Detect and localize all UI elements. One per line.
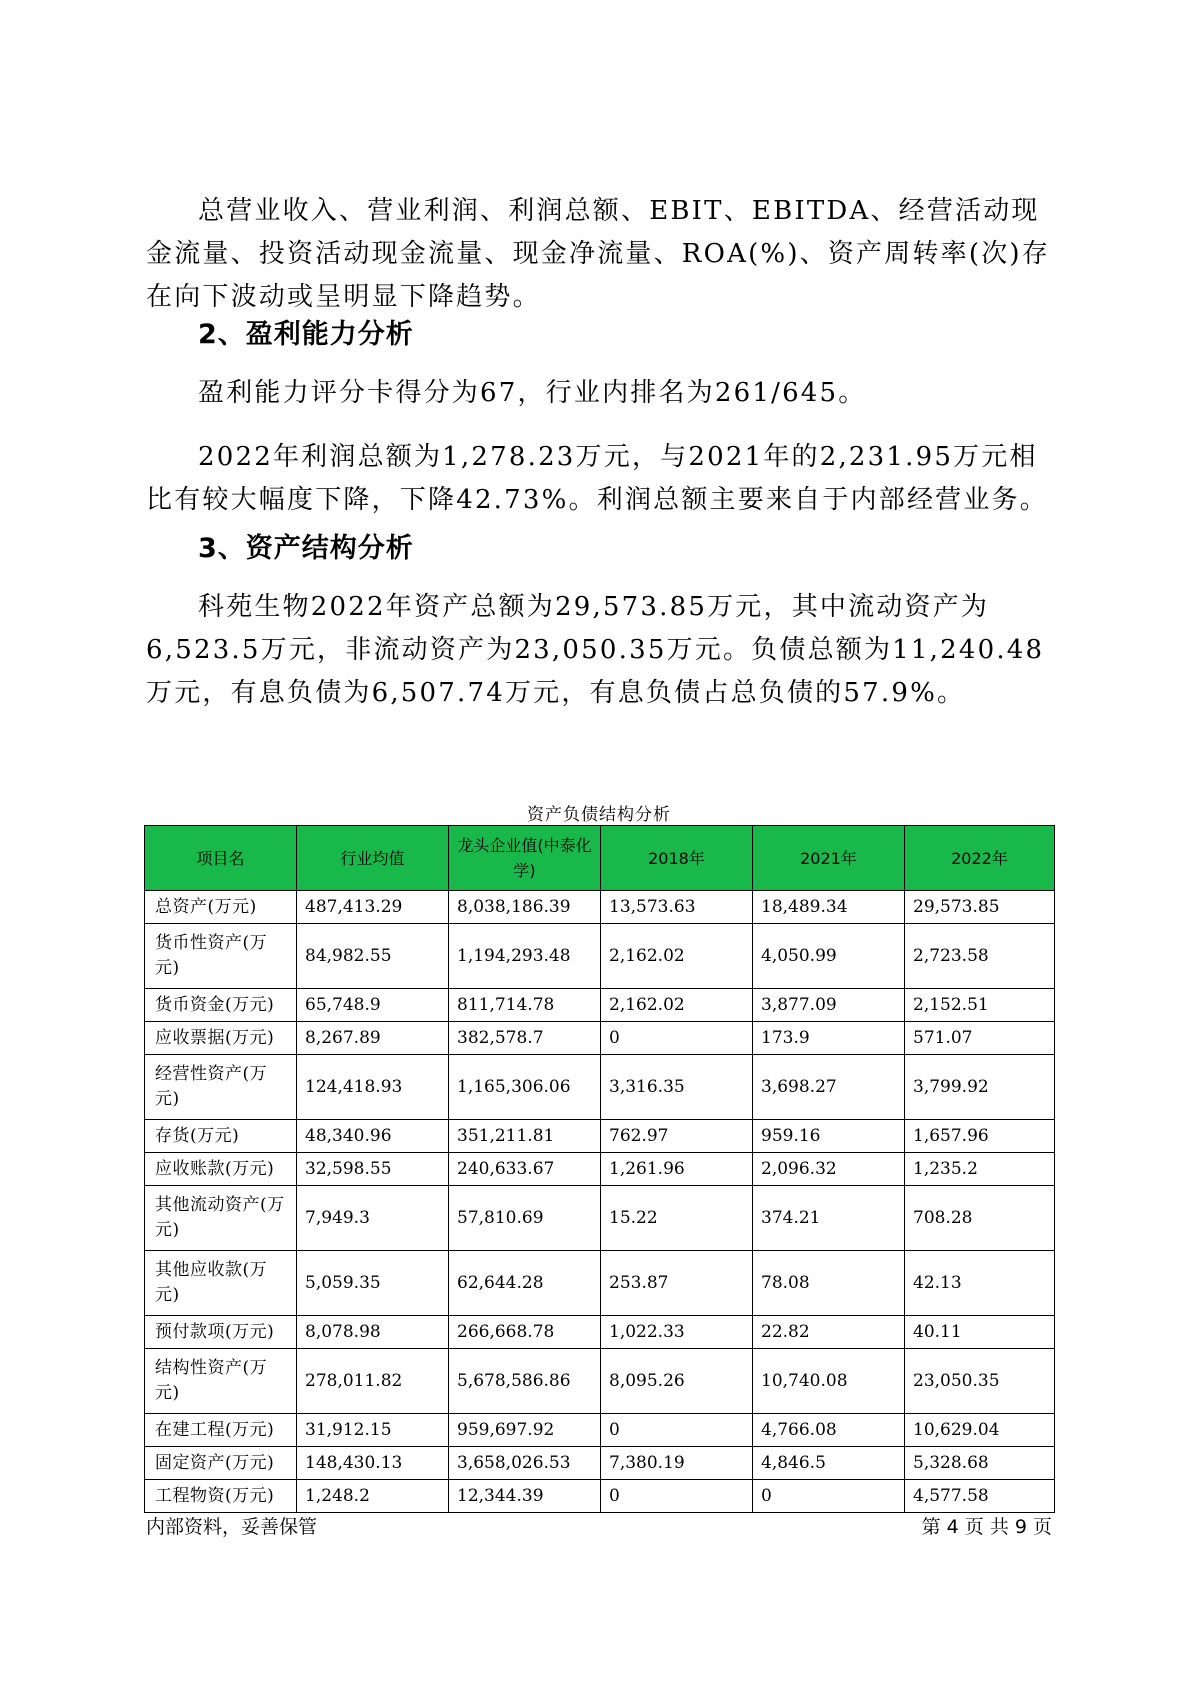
cell-industry-average: 7,949.3 [297, 1186, 449, 1251]
footer-confidential-note: 内部资料，妥善保管 [146, 1516, 318, 1538]
cell-2022: 10,629.04 [905, 1414, 1055, 1447]
row-label: 固定资产(万元) [145, 1447, 297, 1480]
header-2022: 2022年 [905, 826, 1055, 891]
cell-leader-value: 382,578.7 [449, 1022, 601, 1055]
cell-industry-average: 32,598.55 [297, 1153, 449, 1186]
cell-leader-value: 959,697.92 [449, 1414, 601, 1447]
table-caption: 资产负债结构分析 [527, 805, 671, 825]
cell-industry-average: 65,748.9 [297, 989, 449, 1022]
cell-industry-average: 487,413.29 [297, 891, 449, 924]
cell-2018: 253.87 [601, 1251, 753, 1316]
intro-paragraph: 总营业收入、营业利润、利润总额、EBIT、EBITDA、经营活动现金流量、投资活动现金流量、现金净流量、ROA(%)、资产周转率(次)存在向下波动或呈明显下降趋势。 [146, 196, 1050, 312]
table-row [145, 1186, 1055, 1251]
cell-2021: 173.9 [753, 1022, 905, 1055]
cell-2021: 959.16 [753, 1120, 905, 1153]
cell-leader-value: 8,038,186.39 [449, 891, 601, 924]
header-2018: 2018年 [601, 826, 753, 891]
row-label: 应收账款(万元) [145, 1153, 297, 1186]
header-2021: 2021年 [753, 826, 905, 891]
table-row [145, 1447, 1055, 1480]
row-label: 在建工程(万元) [145, 1414, 297, 1447]
cell-2021: 3,698.27 [753, 1055, 905, 1120]
cell-leader-value: 5,678,586.86 [449, 1349, 601, 1414]
cell-industry-average: 8,078.98 [297, 1316, 449, 1349]
cell-2022: 40.11 [905, 1316, 1055, 1349]
row-label: 存货(万元) [145, 1120, 297, 1153]
row-label: 其他流动资产(万元) [145, 1186, 297, 1251]
cell-leader-value: 1,194,293.48 [449, 924, 601, 989]
row-label: 总资产(万元) [145, 891, 297, 924]
table-row [145, 1153, 1055, 1186]
cell-2018: 0 [601, 1022, 753, 1055]
cell-2018: 8,095.26 [601, 1349, 753, 1414]
cell-industry-average: 31,912.15 [297, 1414, 449, 1447]
cell-2018: 15.22 [601, 1186, 753, 1251]
table-row [145, 924, 1055, 989]
balance-sheet-table [144, 825, 1055, 1513]
cell-2022: 708.28 [905, 1186, 1055, 1251]
cell-2022: 23,050.35 [905, 1349, 1055, 1414]
table-row [145, 1251, 1055, 1316]
cell-industry-average: 48,340.96 [297, 1120, 449, 1153]
header-industry-average: 行业均值 [297, 826, 449, 891]
cell-leader-value: 57,810.69 [449, 1186, 601, 1251]
cell-2021: 4,766.08 [753, 1414, 905, 1447]
asset-detail-paragraph: 科苑生物2022年资产总额为29,573.85万元，其中流动资产为6,523.5万元，非流动资产为23,050.35万元。负债总额为11,240.48万元，有息负债为6,507.74万元，有息负债占总负债的57.9%。 [146, 592, 1045, 708]
cell-industry-average: 8,267.89 [297, 1022, 449, 1055]
row-label: 其他应收款(万元) [145, 1251, 297, 1316]
cell-2018: 762.97 [601, 1120, 753, 1153]
table-row [145, 891, 1055, 924]
cell-2018: 3,316.35 [601, 1055, 753, 1120]
cell-leader-value: 62,644.28 [449, 1251, 601, 1316]
cell-2021: 3,877.09 [753, 989, 905, 1022]
cell-2022: 1,235.2 [905, 1153, 1055, 1186]
section-heading-profitability: 2、盈利能力分析 [198, 319, 414, 350]
table-row [145, 1316, 1055, 1349]
cell-2021: 18,489.34 [753, 891, 905, 924]
profit-score-paragraph: 盈利能力评分卡得分为67，行业内排名为261/645。 [198, 378, 867, 408]
cell-2021: 4,846.5 [753, 1447, 905, 1480]
cell-leader-value: 12,344.39 [449, 1480, 601, 1513]
cell-2018: 2,162.02 [601, 924, 753, 989]
cell-2021: 374.21 [753, 1186, 905, 1251]
row-label: 货币性资产(万元) [145, 924, 297, 989]
cell-leader-value: 3,658,026.53 [449, 1447, 601, 1480]
cell-2021: 4,050.99 [753, 924, 905, 989]
cell-2022: 4,577.58 [905, 1480, 1055, 1513]
cell-2022: 571.07 [905, 1022, 1055, 1055]
cell-2018: 0 [601, 1414, 753, 1447]
table-row [145, 989, 1055, 1022]
cell-2021: 10,740.08 [753, 1349, 905, 1414]
cell-industry-average: 84,982.55 [297, 924, 449, 989]
cell-industry-average: 1,248.2 [297, 1480, 449, 1513]
table-row [145, 1414, 1055, 1447]
row-label: 应收票据(万元) [145, 1022, 297, 1055]
section-heading-asset-structure: 3、资产结构分析 [198, 533, 414, 564]
cell-2022: 3,799.92 [905, 1055, 1055, 1120]
table-row [145, 1120, 1055, 1153]
cell-leader-value: 1,165,306.06 [449, 1055, 601, 1120]
row-label: 结构性资产(万元) [145, 1349, 297, 1414]
table-header-row [145, 826, 1055, 891]
cell-industry-average: 148,430.13 [297, 1447, 449, 1480]
table-row [145, 1055, 1055, 1120]
cell-leader-value: 240,633.67 [449, 1153, 601, 1186]
cell-industry-average: 124,418.93 [297, 1055, 449, 1120]
row-label: 货币资金(万元) [145, 989, 297, 1022]
header-item-name: 项目名 [145, 826, 297, 891]
cell-2021: 78.08 [753, 1251, 905, 1316]
table-row [145, 1349, 1055, 1414]
cell-2022: 5,328.68 [905, 1447, 1055, 1480]
cell-2021: 2,096.32 [753, 1153, 905, 1186]
cell-leader-value: 351,211.81 [449, 1120, 601, 1153]
cell-leader-value: 811,714.78 [449, 989, 601, 1022]
row-label: 预付款项(万元) [145, 1316, 297, 1349]
row-label: 经营性资产(万元) [145, 1055, 297, 1120]
cell-leader-value: 266,668.78 [449, 1316, 601, 1349]
cell-2022: 2,723.58 [905, 924, 1055, 989]
cell-2021: 0 [753, 1480, 905, 1513]
header-leader-value: 龙头企业值(中泰化学) [449, 826, 601, 891]
cell-2018: 1,261.96 [601, 1153, 753, 1186]
cell-2022: 1,657.96 [905, 1120, 1055, 1153]
cell-2018: 13,573.63 [601, 891, 753, 924]
cell-2021: 22.82 [753, 1316, 905, 1349]
cell-2018: 7,380.19 [601, 1447, 753, 1480]
cell-2018: 1,022.33 [601, 1316, 753, 1349]
cell-2018: 0 [601, 1480, 753, 1513]
cell-2018: 2,162.02 [601, 989, 753, 1022]
table-row [145, 1480, 1055, 1513]
profit-detail-paragraph: 2022年利润总额为1,278.23万元，与2021年的2,231.95万元相比有较大幅度下降，下降42.73%。利润总额主要来自于内部经营业务。 [146, 442, 1048, 515]
cell-2022: 29,573.85 [905, 891, 1055, 924]
cell-industry-average: 5,059.35 [297, 1251, 449, 1316]
cell-industry-average: 278,011.82 [297, 1349, 449, 1414]
table-row [145, 1022, 1055, 1055]
cell-2022: 2,152.51 [905, 989, 1055, 1022]
cell-2022: 42.13 [905, 1251, 1055, 1316]
footer-page-number: 第 4 页 共 9 页 [921, 1516, 1052, 1538]
row-label: 工程物资(万元) [145, 1480, 297, 1513]
